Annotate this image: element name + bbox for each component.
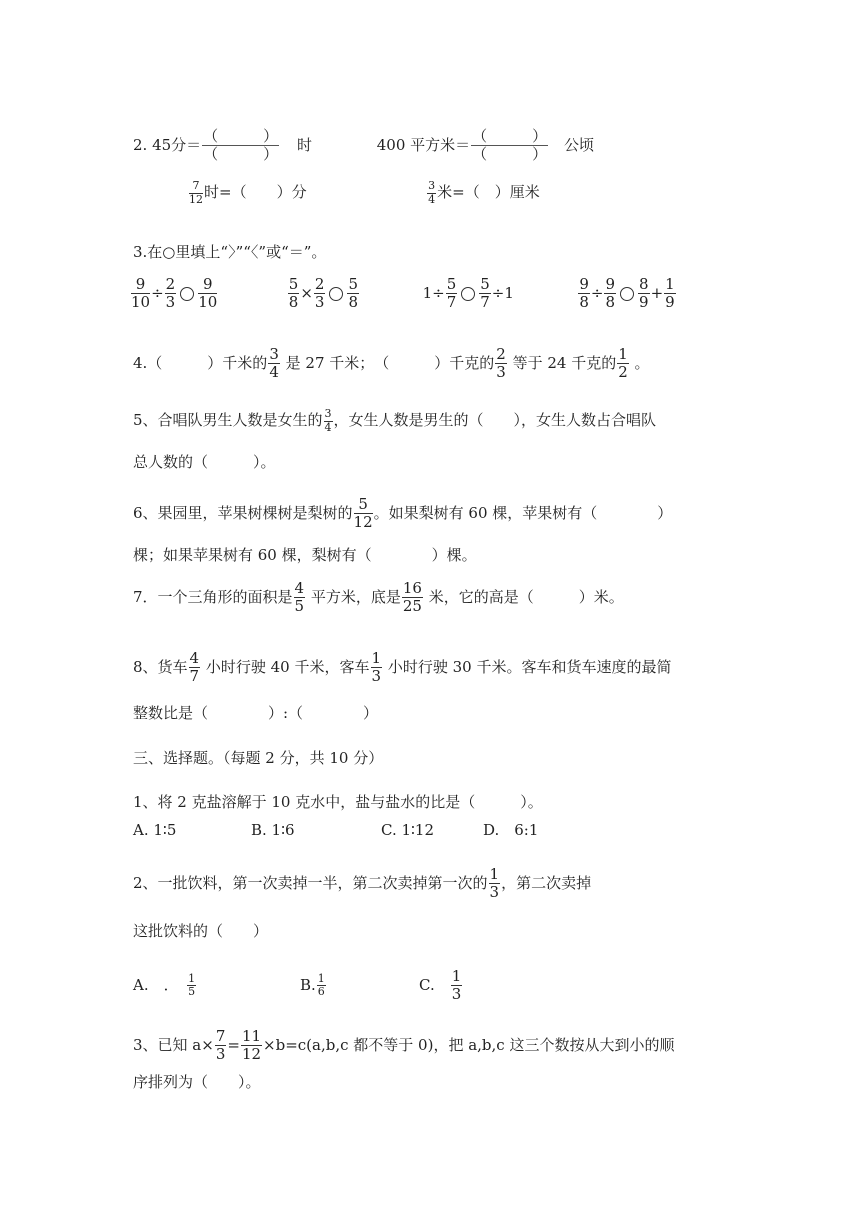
compare-item: $\frac{5}{8}$ × $\frac{2}{3}$ $\frac{5}{8}$ <box>288 275 358 312</box>
compare-circle[interactable] <box>620 287 634 301</box>
option-d[interactable]: D. 6:1 <box>483 821 539 839</box>
option-c[interactable]: C. $\frac{1}{3}$ <box>419 967 462 1004</box>
q2-line2: $\frac{7}{12}$ 时=（ ）分 $\frac{3}{4}$ 米=（ ）厘米 <box>189 179 540 206</box>
q6-line1: 6、果园里，苹果树棵树是梨树的 $\frac{5}{12}$ 。如果梨树有 60 棵，苹果树有（ ） <box>133 495 673 532</box>
compare-item: $\frac{9}{10}$ ÷ $\frac{2}{3}$ $\frac{9}{10}$ <box>131 275 218 312</box>
option-a[interactable]: A. ． $\frac{1}{5}$ <box>133 971 196 999</box>
q7: 7．一个三角形的面积是 $\frac{4}{5}$ 平方米，底是 $\frac{16}{25}$ 米，它的高是（ ）米。 <box>133 579 624 616</box>
compare-circle[interactable] <box>461 287 475 301</box>
compare-item: 1÷ $\frac{5}{7}$ $\frac{5}{7}$ ÷1 <box>422 275 514 312</box>
answer-blank-fraction[interactable]: （ ） （ ） <box>472 127 548 164</box>
c2-line2: 这批饮料的（ ） <box>133 922 269 940</box>
q6-line2: 棵；如果苹果树有 60 棵，梨树有（ ）棵。 <box>133 546 477 564</box>
answer-blank-fraction[interactable]: （ ） （ ） <box>203 127 279 164</box>
compare-item: $\frac{9}{8}$ ÷ $\frac{9}{8}$ $\frac{8}{9}$ + $\frac{1}{9}$ <box>579 275 675 312</box>
option-a[interactable]: A. 1∶5 <box>133 821 177 839</box>
q5-line2: 总人数的（ ）。 <box>133 453 276 471</box>
c3-line2: 序排列为（ ）。 <box>133 1073 261 1091</box>
q3-items <box>130 276 677 312</box>
compare-circle[interactable] <box>180 287 194 301</box>
q2-line1: 2. 45分＝ （ ） （ ） 时 400 平方米＝ （ ） （ ） 公顷 <box>133 127 594 164</box>
fraction: $\frac{3}{4}$ <box>428 179 436 206</box>
q5-line1: 5、合唱队男生人数是女生的 $\frac{3}{4}$ ，女生人数是男生的（ ），女生人数占合唱队 <box>133 407 657 434</box>
c3-line1: 3、已知 a× $\frac{7}{3}$ = $\frac{11}{12}$ ×b=c(a,b,c 都不等于 0)，把 a,b,c 这三个数按从大到小的顺 <box>133 1027 675 1064</box>
option-c[interactable]: C. 1∶12 <box>381 821 435 839</box>
c2-line1: 2、一批饮料，第一次卖掉一半，第二次卖掉第一次的 $\frac{1}{3}$ ，第二次卖掉 <box>133 865 592 902</box>
q2-prefix: 2. 45分＝ <box>133 135 202 154</box>
q8-line1: 8、货车 $\frac{4}{7}$ 小时行驶 40 千米，客车 $\frac{1}{3}$ 小时行驶 30 千米。客车和货车速度的最简 <box>133 649 672 686</box>
c1-stem: 1、将 2 克盐溶解于 10 克水中，盐与盐水的比是（ ）。 <box>133 793 543 811</box>
compare-circle[interactable] <box>329 287 343 301</box>
q8-line2: 整数比是（ ）:（ ） <box>133 704 379 722</box>
c1-options <box>133 820 538 840</box>
q4: 4.（ ）千米的 $\frac{3}{4}$ 是 27 千米； （ ）千克的 $\frac{2}{3}$ 等于 24 千克的 $\frac{1}{2}$ 。 <box>133 345 650 382</box>
section-title: 三、选择题。（每题 2 分，共 10 分） <box>133 749 384 767</box>
option-b[interactable]: B. $\frac{1}{6}$ <box>300 971 325 999</box>
q3-title: 3.在○里填上“〉”“〈”或“＝”。 <box>133 243 327 261</box>
option-b[interactable]: B. 1∶6 <box>251 821 295 839</box>
fraction: $\frac{7}{12}$ <box>189 179 203 206</box>
c2-options <box>133 968 463 1004</box>
